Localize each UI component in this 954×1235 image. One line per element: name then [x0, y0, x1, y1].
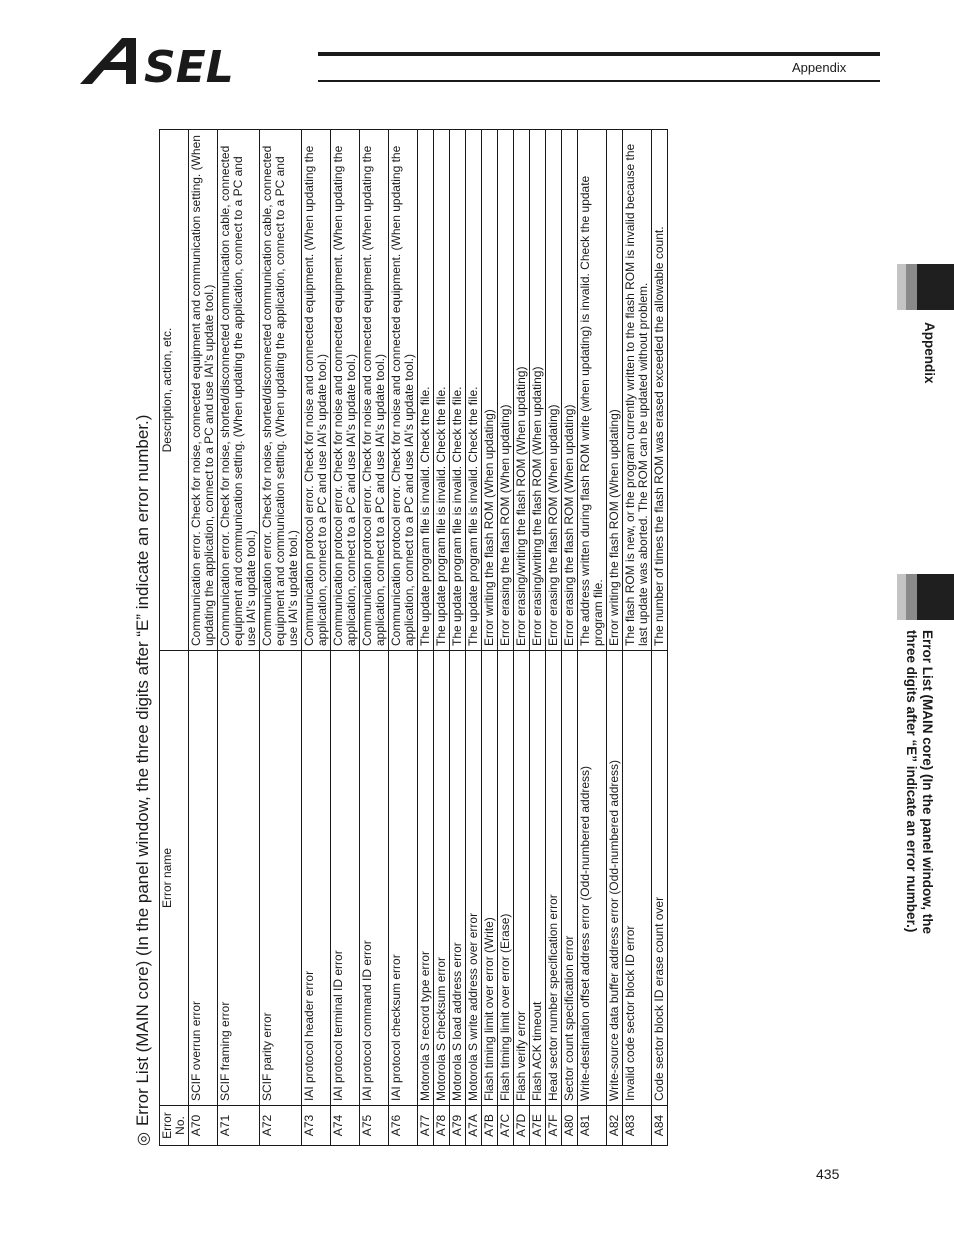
table-row [623, 130, 652, 1146]
error-description-cell: Communication protocol error. Check for noise and connected equipment. (When updating the application, connect to a PC and use IAI’s update tool.) [302, 130, 331, 651]
svg-text:SEL: SEL [144, 42, 234, 88]
error-name-cell: IAI protocol terminal ID error [331, 651, 360, 1106]
side-tab-appendix [897, 264, 954, 310]
table-row [482, 130, 498, 1146]
side-tab-error-list [897, 574, 954, 620]
table-row [302, 130, 331, 1146]
table-header-row [160, 130, 189, 1146]
bullseye-icon: ◎ [135, 1132, 152, 1146]
error-name-cell: SCIF overrun error [189, 651, 218, 1106]
error-name-cell: IAI protocol header error [302, 651, 331, 1106]
table-row [260, 130, 302, 1146]
table-row [652, 130, 668, 1146]
table-row [189, 130, 218, 1146]
table-row [418, 130, 434, 1146]
error-name-cell: IAI protocol checksum error [389, 651, 418, 1106]
error-number-cell: A77 [418, 1106, 434, 1146]
error-number-cell: A7B [482, 1106, 498, 1146]
error-description-cell: Error erasing the flash ROM (When updating) [562, 130, 578, 651]
page-number: 435 [816, 1166, 840, 1182]
error-name-cell: Sector count specification error [562, 651, 578, 1106]
error-name-cell: Write-destination offset address error (Odd-numbered address) [578, 651, 607, 1106]
error-name-cell: Head sector number specification error [546, 651, 562, 1106]
error-number-cell: A7D [514, 1106, 530, 1146]
asel-logo [78, 36, 318, 88]
error-description-cell: The update program file is invalid. Check the file. [418, 130, 434, 651]
error-name-cell: Flash ACK timeout [530, 651, 546, 1106]
error-number-cell: A76 [389, 1106, 418, 1146]
error-number-cell: A78 [434, 1106, 450, 1146]
error-number-cell: A82 [607, 1106, 623, 1146]
error-description-cell: Communication protocol error. Check for noise and connected equipment. (When updating the application, connect to a PC and use IAI’s update tool.) [389, 130, 418, 651]
error-description-cell: Communication error. Check for noise, shorted/disconnected communication cable, connected equipment and communication setting. (When updating the application, connect to a PC and use IAI’s update tool.) [260, 130, 302, 651]
table-row [389, 130, 418, 1146]
error-number-cell: A74 [331, 1106, 360, 1146]
table-row [578, 130, 607, 1146]
header-section-label: Appendix [792, 60, 847, 75]
error-number-cell: A7F [546, 1106, 562, 1146]
error-description-cell: Error writing the flash ROM (When updating) [607, 130, 623, 651]
error-number-cell: A73 [302, 1106, 331, 1146]
table-row [514, 130, 530, 1146]
error-name-cell: Invalid code sector block ID error [623, 651, 652, 1106]
error-number-cell: A70 [189, 1106, 218, 1146]
error-name-cell: Flash timing limit over error (Erase) [498, 651, 514, 1106]
error-description-cell: Error erasing/writing the flash ROM (When updating) [514, 130, 530, 651]
error-number-cell: A84 [652, 1106, 668, 1146]
error-name-cell: SCIF framing error [218, 651, 260, 1106]
header-error-name: Error name [160, 651, 189, 1106]
table-row [546, 130, 562, 1146]
rotated-content [130, 130, 822, 1146]
error-description-cell: The update program file is invalid. Check the file. [466, 130, 482, 651]
header-description: Description, action, etc. [160, 130, 189, 651]
table-row [562, 130, 578, 1146]
error-description-cell: Error writing the flash ROM (When updating) [482, 130, 498, 651]
table-row [466, 130, 482, 1146]
section-title-text: Error List (MAIN core) (In the panel window, the three digits after “E” indicate an error number.) [133, 414, 152, 1127]
error-description-cell: Error erasing/writing the flash ROM (When updating) [530, 130, 546, 651]
error-number-cell: A72 [260, 1106, 302, 1146]
error-description-cell: The flash ROM is new, or the program currently written to the flash ROM is invalid because the last update was aborted. The ROM can be updated without problem. [623, 130, 652, 651]
table-row [450, 130, 466, 1146]
error-description-cell: The update program file is invalid. Check the file. [434, 130, 450, 651]
error-description-cell: The update program file is invalid. Check the file. [450, 130, 466, 651]
table-row [607, 130, 623, 1146]
error-name-cell: Code sector block ID erase count over [652, 651, 668, 1106]
error-number-cell: A7C [498, 1106, 514, 1146]
error-description-cell: The address written during flash ROM write (when updating) is invalid. Check the update program file. [578, 130, 607, 651]
error-description-cell: Communication protocol error. Check for noise and connected equipment. (When updating the application, connect to a PC and use IAI’s update tool.) [331, 130, 360, 651]
header-rule-top [318, 52, 880, 56]
error-name-cell: Flash timing limit over error (Write) [482, 651, 498, 1106]
error-name-cell: Motorola S write address over error [466, 651, 482, 1106]
error-name-cell: IAI protocol command ID error [360, 651, 389, 1106]
error-number-cell: A7A [466, 1106, 482, 1146]
table-row [434, 130, 450, 1146]
table-row [218, 130, 260, 1146]
error-number-cell: A75 [360, 1106, 389, 1146]
error-description-cell: Error erasing the flash ROM (When updating) [546, 130, 562, 651]
header-rule-bottom [318, 80, 880, 82]
section-title [130, 130, 156, 1146]
error-number-cell: A83 [623, 1106, 652, 1146]
error-name-cell: SCIF parity error [260, 651, 302, 1106]
table-row [360, 130, 389, 1146]
error-name-cell: Write-source data buffer address error (Odd-numbered address) [607, 651, 623, 1106]
header-error-no: Error No. [160, 1106, 189, 1146]
error-number-cell: A81 [578, 1106, 607, 1146]
table-row [498, 130, 514, 1146]
error-name-cell: Motorola S checksum error [434, 651, 450, 1106]
error-description-cell: Communication protocol error. Check for noise and connected equipment. (When updating the application, connect to a PC and use IAI’s update tool.) [360, 130, 389, 651]
error-description-cell: Communication error. Check for noise, shorted/disconnected communication cable, connected equipment and communication setting. (When updating the application, connect to a PC and use IAI’s update tool.) [218, 130, 260, 651]
error-number-cell: A79 [450, 1106, 466, 1146]
error-name-cell: Flash verify error [514, 651, 530, 1106]
error-number-cell: A80 [562, 1106, 578, 1146]
error-number-cell: A7E [530, 1106, 546, 1146]
error-name-cell: Motorola S load address error [450, 651, 466, 1106]
error-description-cell: Communication error. Check for noise, connected equipment and communication setting. (When updating the application, connect to a PC and use IAI’s update tool.) [189, 130, 218, 651]
error-number-cell: A71 [218, 1106, 260, 1146]
error-description-cell: Error erasing the flash ROM (When updating) [498, 130, 514, 651]
table-row [331, 130, 360, 1146]
error-name-cell: Motorola S record type error [418, 651, 434, 1106]
table-row [530, 130, 546, 1146]
error-table [159, 129, 668, 1146]
error-description-cell: The number of times the flash ROM was erased exceeded the allowable count. [652, 130, 668, 651]
